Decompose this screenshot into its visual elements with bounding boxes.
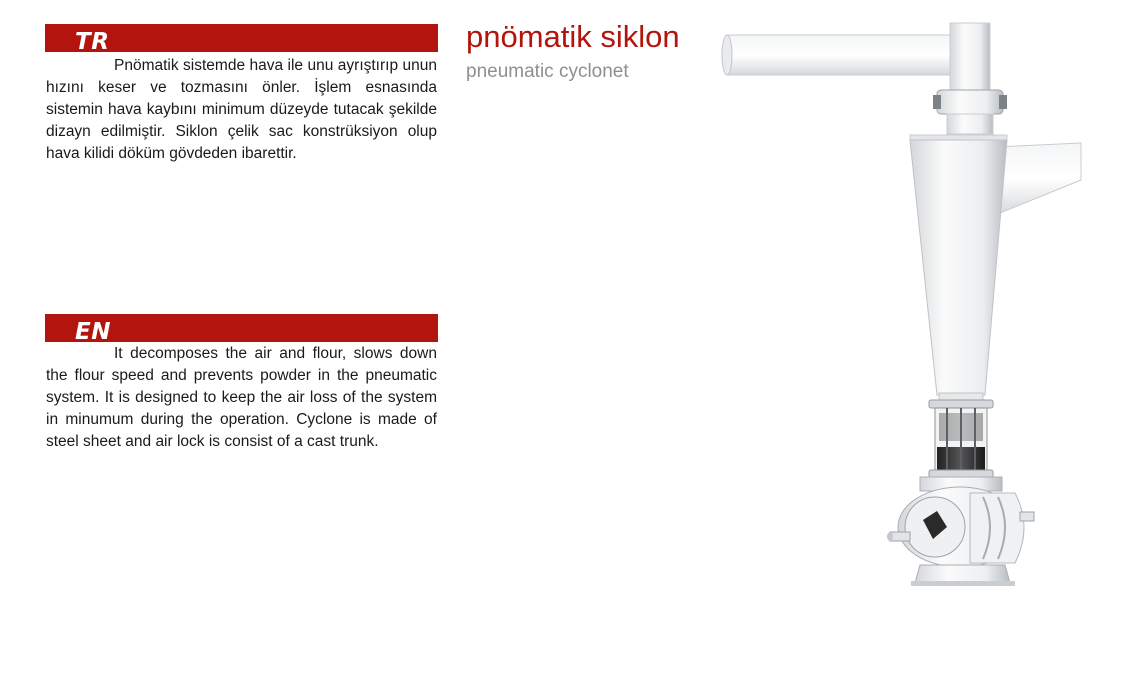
- tr-section-header: [45, 24, 438, 55]
- en-language-code: EN: [75, 319, 111, 345]
- en-section-header: [45, 314, 438, 345]
- en-description: It decomposes the air and flour, slows down the flour speed and prevents powder in the pneumatic system. It is designed to keep the air loss of the system in minumum during the operation. Cyclone is made of steel sheet and air lock is consist of a cast trunk.: [46, 345, 437, 450]
- product-subtitle: pneumatic cyclonet: [466, 61, 629, 82]
- tr-language-code: TR: [75, 29, 110, 55]
- product-title: pnömatik siklon: [466, 19, 680, 54]
- tr-description: Pnömatik sistemde hava ile unu ayrıştırıp unun hızını keser ve tozmasını önler. İşlem esnasında sistemin hava kaybını minimum düzeyde tutacak şekilde dizayn edilmiştir. Siklon çelik sac konstrüksiyon olup hava kilidi döküm gövdeden ibarettir.: [46, 57, 437, 162]
- cyclone-illustration-icon: [715, 15, 1085, 595]
